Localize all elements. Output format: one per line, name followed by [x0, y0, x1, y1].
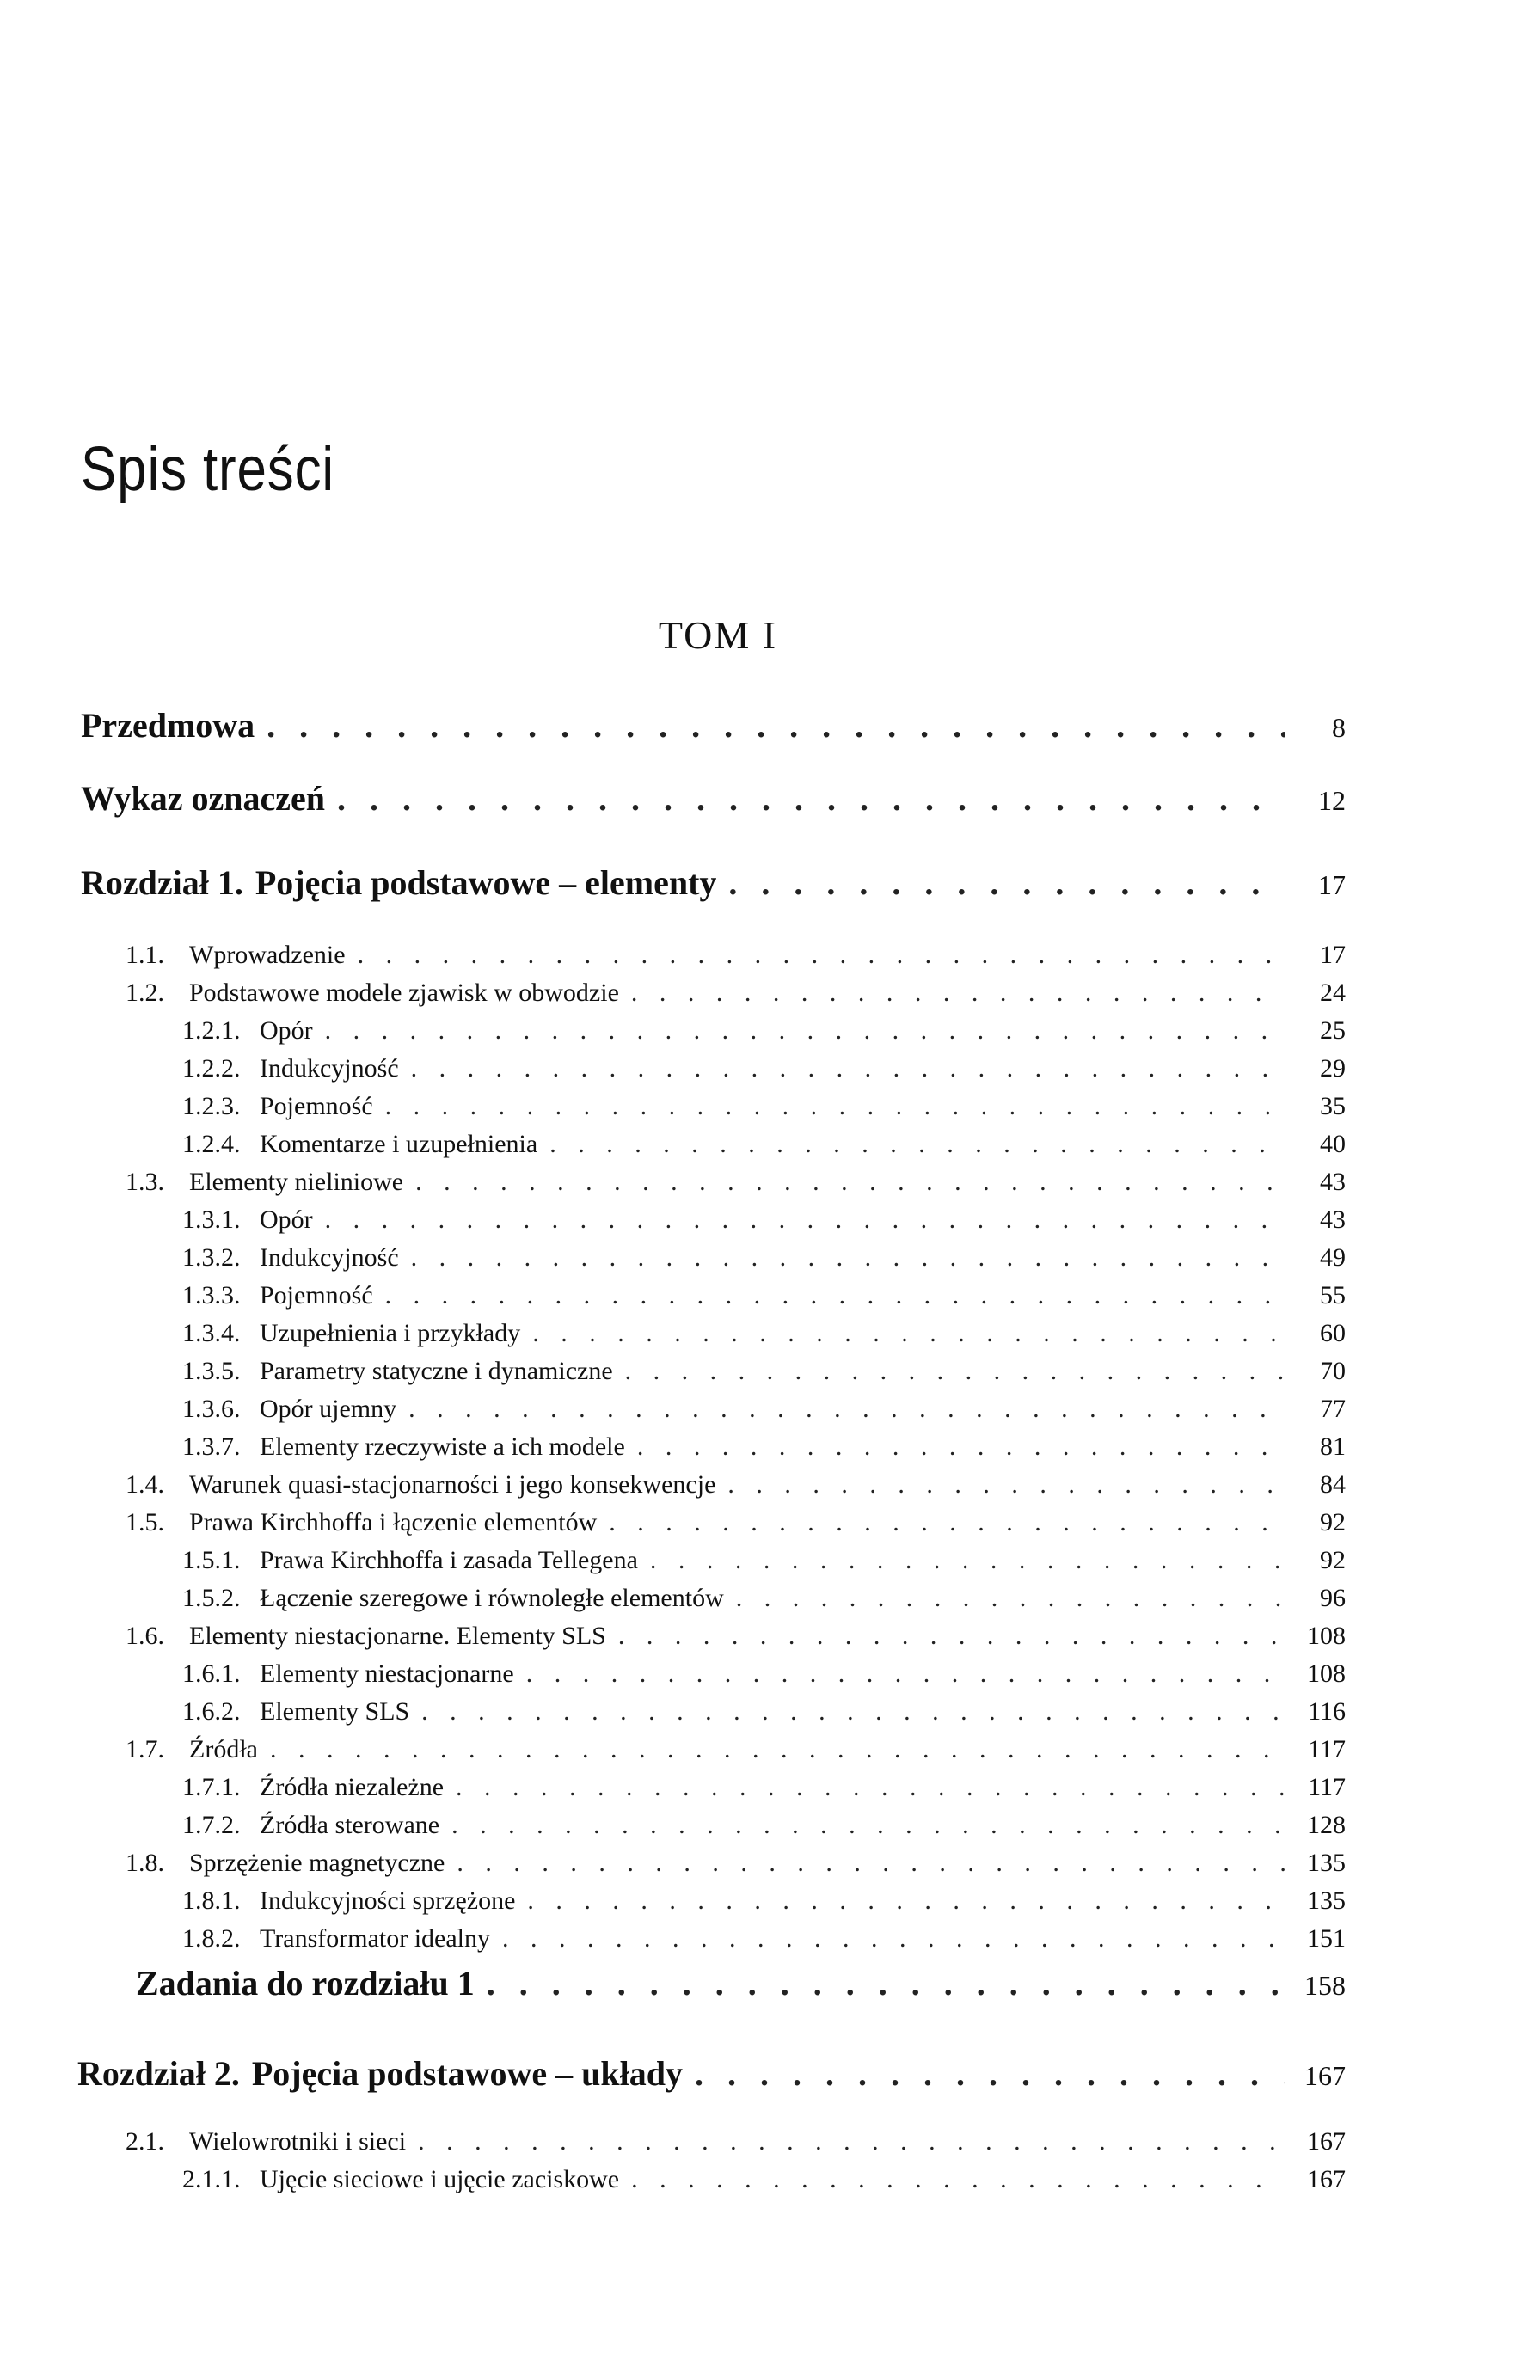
toc-entry-label: Uzupełnienia i przykłady	[260, 1319, 521, 1347]
toc-entry-label: Ujęcie sieciowe i ujęcie zaciskowe	[260, 2165, 620, 2193]
toc-entry-sub	[182, 1243, 1346, 1273]
toc-entry-label: Łączenie szeregowe i równoległe elementów	[260, 1584, 724, 1612]
toc-entry-number: 1.7.2.	[182, 1811, 241, 1839]
dot-leader	[267, 705, 1285, 745]
toc-entry-sub	[182, 2165, 1346, 2194]
toc-entry-page-number: 17	[1318, 869, 1346, 900]
dot-leader	[532, 1319, 1285, 1348]
toc-entry-section	[126, 1849, 1346, 1878]
toc-entry-number: 1.5.2.	[182, 1584, 241, 1612]
toc-entry-number: 1.2.3.	[182, 1092, 241, 1120]
toc-entry-section	[126, 1470, 1346, 1500]
dot-leader	[325, 1205, 1285, 1235]
toc-entry-page-number: 43	[1320, 1168, 1346, 1196]
toc-entry-label: Podstawowe modele zjawisk w obwodzie	[189, 978, 619, 1007]
dot-leader	[502, 1924, 1285, 1954]
dot-leader	[695, 2053, 1285, 2094]
toc-entry-label: Elementy rzeczywiste a ich modele	[260, 1432, 625, 1461]
toc-entry-number: 1.2.1.	[182, 1016, 241, 1045]
dot-leader	[451, 1811, 1285, 1840]
toc-entry-label: Źródła sterowane	[260, 1811, 440, 1839]
dot-leader	[358, 941, 1285, 970]
toc-entry-number: 1.6.2.	[182, 1697, 241, 1726]
dot-leader	[457, 1849, 1285, 1878]
toc-entry-sub	[182, 1659, 1346, 1689]
toc-entry-page-number: 81	[1320, 1432, 1346, 1461]
toc-entry-number: 1.3.2.	[182, 1243, 241, 1272]
toc-entry-sub	[182, 1357, 1346, 1386]
toc-entry-number: 1.3.4.	[182, 1319, 241, 1347]
toc-entry-label: Wprowadzenie	[189, 941, 346, 969]
toc-entry-page-number: 29	[1320, 1054, 1346, 1083]
toc-entry-label: Pojęcia podstawowe – układy	[251, 2054, 684, 2093]
toc-entry-page-number: 49	[1320, 1243, 1346, 1272]
toc-entry-number: 1.8.2.	[182, 1924, 241, 1953]
toc-entry-page-number: 92	[1320, 1508, 1346, 1537]
dot-leader	[625, 1357, 1285, 1386]
toc-entry-sub	[182, 1281, 1346, 1310]
toc-entry-label: Źródła	[189, 1735, 258, 1764]
toc-entry-page-number: 117	[1308, 1773, 1346, 1801]
toc-entry-label: Zadania do rozdziału 1	[136, 1964, 475, 2003]
dot-leader	[411, 1243, 1285, 1273]
toc-entry-number: 2.1.	[126, 2127, 164, 2156]
toc-entry-number: 1.1.	[126, 941, 164, 969]
toc-entry-label: Elementy niestacjonarne	[260, 1659, 514, 1688]
toc-entry-page-number: 92	[1320, 1546, 1346, 1574]
toc-entry-label: Komentarze i uzupełnienia	[260, 1130, 538, 1158]
dot-leader	[408, 1395, 1285, 1424]
toc-entry-page-number: 40	[1320, 1130, 1346, 1158]
toc-entry-page-number: 77	[1320, 1395, 1346, 1423]
toc-entry-number: 1.2.2.	[182, 1054, 241, 1083]
toc-entry-page-number: 116	[1308, 1697, 1346, 1726]
toc-entry-page-number: 158	[1304, 1970, 1346, 2001]
toc-entry-section	[126, 941, 1346, 970]
toc-entry-label: Opór ujemny	[260, 1395, 397, 1423]
toc-entry-page-number: 117	[1308, 1735, 1346, 1764]
toc-entry-tasks	[136, 1963, 1346, 2003]
toc-entry-number: 1.3.5.	[182, 1357, 241, 1385]
dot-leader	[618, 1622, 1285, 1651]
dot-leader	[549, 1130, 1285, 1159]
toc-entry-label: Elementy SLS	[260, 1697, 410, 1726]
toc-entry-number: 1.5.1.	[182, 1546, 241, 1574]
toc-entry-sub	[182, 1924, 1346, 1954]
toc-entry-label: Transformator idealny	[260, 1924, 491, 1953]
dot-leader	[325, 1016, 1285, 1046]
toc-entry-section	[126, 978, 1346, 1008]
toc-entry-number: 1.8.	[126, 1849, 164, 1877]
toc-entry-section	[126, 2127, 1346, 2156]
toc-entry-label: Opór	[260, 1016, 313, 1045]
toc-entry-page-number: 128	[1307, 1811, 1346, 1839]
toc-entry-label: Opór	[260, 1205, 313, 1234]
toc-entry-sub	[182, 1205, 1346, 1235]
toc-entry-page-number: 43	[1320, 1205, 1346, 1234]
toc-entry-number: 1.2.4.	[182, 1130, 241, 1158]
toc-entry-label: Wykaz oznaczeń	[81, 779, 326, 818]
toc-entry-page-number: 25	[1320, 1016, 1346, 1045]
dot-leader	[337, 778, 1285, 819]
dot-leader	[526, 1659, 1285, 1689]
toc-entry-page-number: 108	[1307, 1622, 1346, 1650]
dot-leader	[631, 978, 1285, 1008]
toc-entry-number: 1.3.1.	[182, 1205, 241, 1234]
volume-title: TOM I	[658, 613, 778, 657]
toc-entry-front	[81, 778, 1346, 819]
toc-entry-page-number: 35	[1320, 1092, 1346, 1120]
toc-entry-page-number: 60	[1320, 1319, 1346, 1347]
toc-entry-sub	[182, 1319, 1346, 1348]
toc-entry-label: Pojemność	[260, 1281, 373, 1310]
dot-leader	[270, 1735, 1285, 1764]
toc-entry-sub	[182, 1130, 1346, 1159]
toc-entry-label: Warunek quasi-stacjonarności i jego konsekwencje	[189, 1470, 716, 1499]
toc-entry-page-number: 135	[1307, 1886, 1346, 1915]
dot-leader	[609, 1508, 1285, 1537]
toc-entry-section	[126, 1168, 1346, 1197]
toc-entry-page-number: 135	[1307, 1849, 1346, 1877]
toc-entry-number: 1.3.3.	[182, 1281, 241, 1310]
toc-entry-section	[126, 1735, 1346, 1764]
toc-entry-number: 1.6.	[126, 1622, 164, 1650]
toc-entry-number: Rozdział 1.	[81, 863, 243, 902]
toc-entry-chapter	[77, 2053, 1346, 2094]
toc-entry-page-number: 12	[1318, 785, 1346, 816]
toc-entry-page-number: 167	[1307, 2165, 1346, 2193]
toc-entry-label: Źródła niezależne	[260, 1773, 445, 1801]
toc-entry-sub	[182, 1016, 1346, 1046]
toc-entry-number: 1.8.1.	[182, 1886, 241, 1915]
toc-entry-label: Elementy niestacjonarne. Elementy SLS	[189, 1622, 606, 1650]
dot-leader	[727, 1470, 1285, 1500]
dot-leader	[527, 1886, 1285, 1916]
toc-entry-sub	[182, 1395, 1346, 1424]
toc-entry-sub	[182, 1811, 1346, 1840]
toc-entry-number: 2.1.1.	[182, 2165, 241, 2193]
toc-entry-label: Wielowrotniki i sieci	[189, 2127, 407, 2156]
toc-entry-page-number: 55	[1320, 1281, 1346, 1310]
dot-leader	[385, 1281, 1285, 1310]
toc-entry-number: 1.3.6.	[182, 1395, 241, 1423]
toc-entry-sub	[182, 1584, 1346, 1613]
toc-entry-page-number: 84	[1320, 1470, 1346, 1499]
toc-entry-page-number: 167	[1307, 2127, 1346, 2156]
dot-leader	[418, 2127, 1285, 2156]
toc-entry-sub	[182, 1773, 1346, 1802]
toc-entry-section	[126, 1622, 1346, 1651]
toc-entry-number: 1.7.1.	[182, 1773, 241, 1801]
toc-entry-label: Pojęcia podstawowe – elementy	[255, 863, 717, 902]
toc-entry-sub	[182, 1546, 1346, 1575]
dot-leader	[487, 1963, 1285, 2003]
toc-entry-number: 1.2.	[126, 978, 164, 1007]
toc-entry-label: Indukcyjności sprzężone	[260, 1886, 516, 1915]
toc-entry-label: Parametry statyczne i dynamiczne	[260, 1357, 613, 1385]
toc-entry-number: 1.6.1.	[182, 1659, 241, 1688]
toc-entry-label: Pojemność	[260, 1092, 373, 1120]
toc-entry-page-number: 167	[1304, 2060, 1346, 2091]
toc-entry-number: 1.7.	[126, 1735, 164, 1764]
toc-entry-page-number: 151	[1307, 1924, 1346, 1953]
dot-leader	[421, 1697, 1285, 1727]
dot-leader	[411, 1054, 1285, 1083]
toc-entry-page-number: 70	[1320, 1357, 1346, 1385]
toc-entry-page-number: 17	[1320, 941, 1346, 969]
toc-entry-label: Prawa Kirchhoffa i łączenie elementów	[189, 1508, 598, 1537]
toc-entry-label: Prawa Kirchhoffa i zasada Tellegena	[260, 1546, 638, 1574]
toc-entry-number: 1.4.	[126, 1470, 164, 1499]
toc-entry-label: Sprzężenie magnetyczne	[189, 1849, 445, 1877]
toc-entry-number: 1.3.7.	[182, 1432, 241, 1461]
dot-leader	[631, 2165, 1285, 2194]
toc-entry-label: Indukcyjność	[260, 1243, 399, 1272]
toc-entry-sub	[182, 1886, 1346, 1916]
toc-entry-chapter	[81, 862, 1346, 903]
toc-entry-sub	[182, 1432, 1346, 1462]
dot-leader	[736, 1584, 1285, 1613]
dot-leader	[650, 1546, 1285, 1575]
toc-entry-section	[126, 1508, 1346, 1537]
toc-entry-sub	[182, 1054, 1346, 1083]
toc-entry-label: Indukcyjność	[260, 1054, 399, 1083]
page-title: Spis treści	[81, 435, 335, 504]
toc-entry-page-number: 24	[1320, 978, 1346, 1007]
dot-leader	[385, 1092, 1285, 1121]
toc-entry-number: 1.3.	[126, 1168, 164, 1196]
toc-entry-page-number: 8	[1332, 712, 1346, 743]
dot-leader	[637, 1432, 1285, 1462]
dot-leader	[415, 1168, 1285, 1197]
dot-leader	[728, 862, 1285, 903]
toc-entry-label: Przedmowa	[81, 706, 255, 745]
toc-entry-front	[81, 705, 1346, 745]
toc-entry-sub	[182, 1092, 1346, 1121]
toc-entry-sub	[182, 1697, 1346, 1727]
toc-entry-number: 1.5.	[126, 1508, 164, 1537]
toc-entry-number: Rozdział 2.	[77, 2054, 240, 2093]
toc-entry-label: Elementy nieliniowe	[189, 1168, 404, 1196]
toc-entry-page-number: 108	[1307, 1659, 1346, 1688]
dot-leader	[456, 1773, 1285, 1802]
toc-entry-page-number: 96	[1320, 1584, 1346, 1612]
